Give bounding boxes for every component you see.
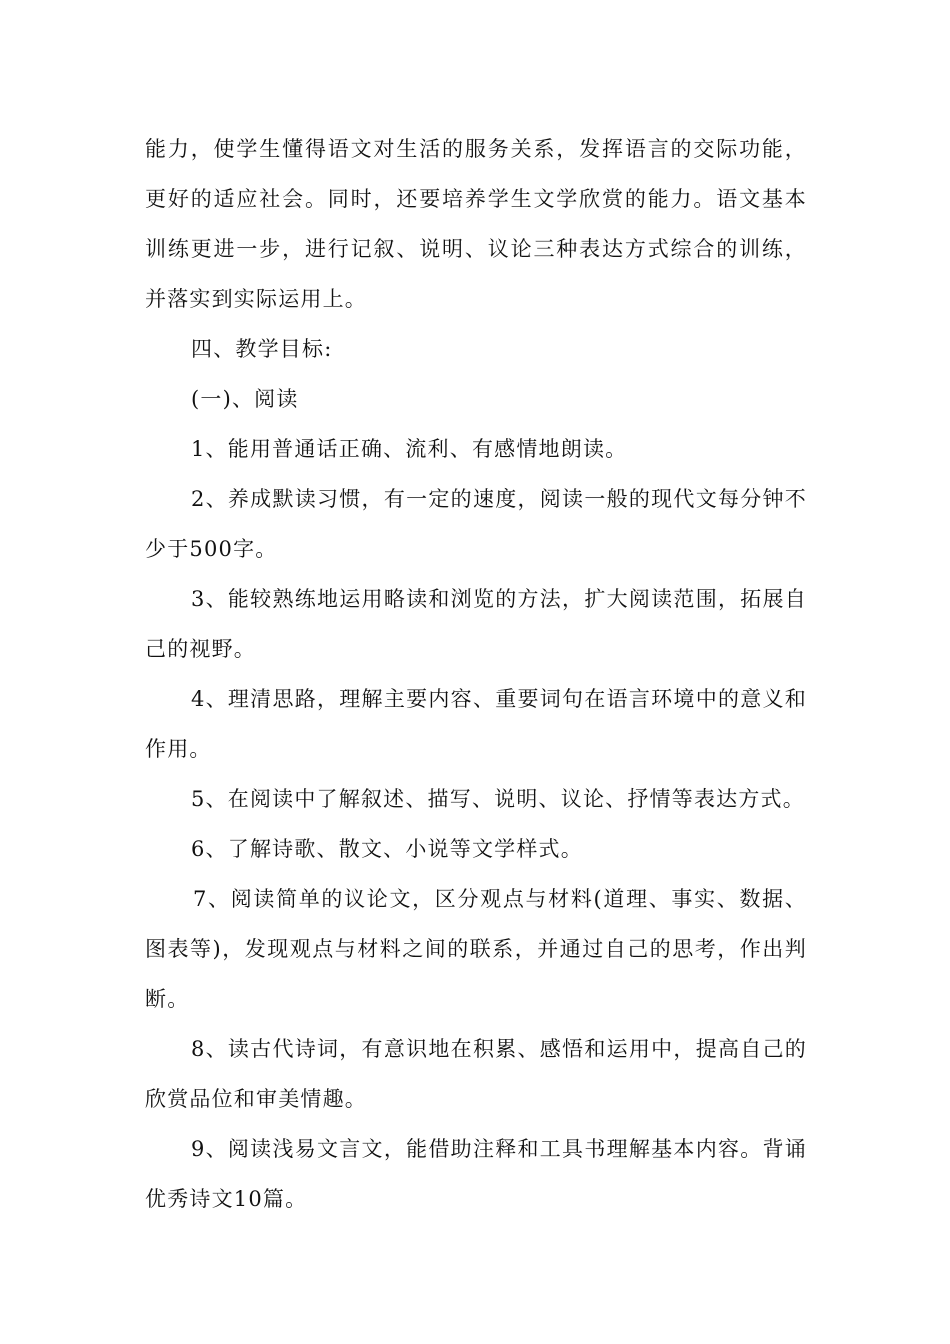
list-item-3: 3、能较熟练地运用略读和浏览的方法，扩大阅读范围，拓展自己的视野。 [145, 587, 807, 661]
document-page [145, 124, 807, 1224]
list-item-2: 2、养成默读习惯，有一定的速度，阅读一般的现代文每分钟不少于500字。 [145, 487, 807, 561]
subsection-heading-reading: (一)、阅读 [191, 387, 299, 411]
list-item-4: 4、理清思路，理解主要内容、重要词句在语言环境中的意义和作用。 [145, 687, 807, 761]
section-heading-teaching-goals: 四、教学目标: [191, 337, 333, 361]
paragraph-continuation: 能力，使学生懂得语文对生活的服务关系，发挥语言的交际功能，更好的适应社会。同时，还要培养学生文学欣赏的能力。语文基本训练更进一步，进行记叙、说明、议论三种表达方式综合的训练，并落实到实际运用上。 [145, 137, 807, 311]
list-item-5: 5、在阅读中了解叙述、描写、说明、议论、抒情等表达方式。 [191, 787, 805, 811]
list-item-8: 8、读古代诗词，有意识地在积累、感悟和运用中，提高自己的欣赏品位和审美情趣。 [145, 1037, 807, 1111]
list-item-1: 1、能用普通话正确、流利、有感情地朗读。 [191, 437, 628, 461]
list-item-6: 6、了解诗歌、散文、小说等文学样式。 [191, 837, 583, 861]
list-item-7: 7、阅读简单的议论文，区分观点与材料(道理、事实、数据、图表等)，发现观点与材料之间的联系，并通过自己的思考，作出判断。 [145, 887, 807, 1011]
list-item-9: 9、阅读浅易文言文，能借助注释和工具书理解基本内容。背诵优秀诗文10篇。 [145, 1137, 807, 1211]
